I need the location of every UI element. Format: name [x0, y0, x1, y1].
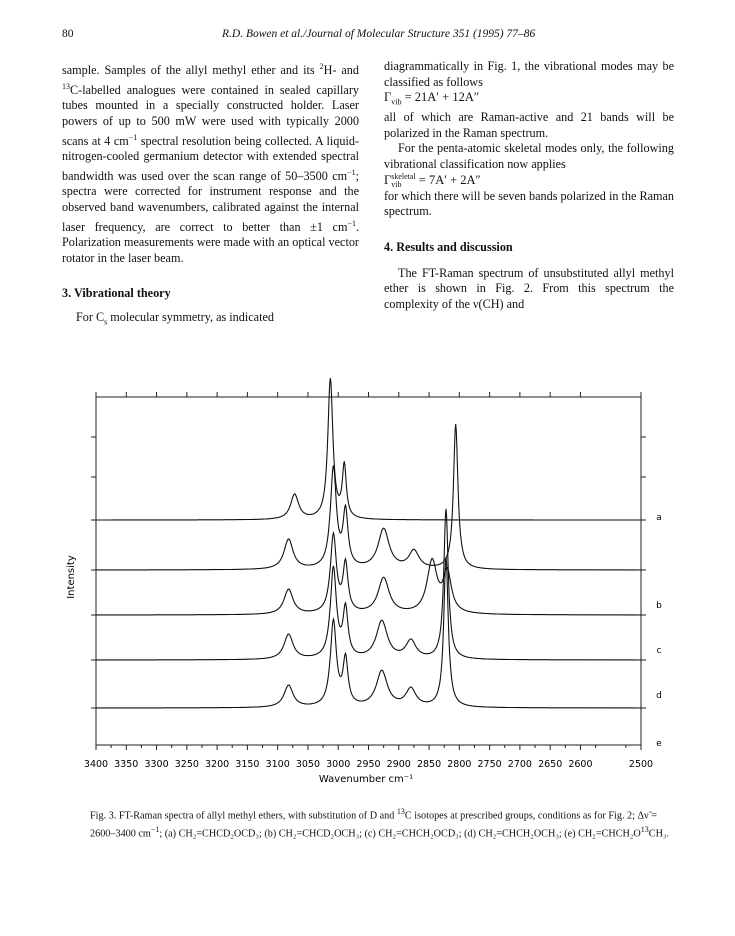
superscript: −1 — [150, 824, 160, 834]
results-paragraph: The FT-Raman spectrum of unsubstituted allyl methyl ether is shown in Fig. 2. From this spectrum the complexity of the ν(CH) and — [384, 265, 674, 311]
text-span: ; spectra were corrected for instrument response and the observed band wavenumbers, calibrated against the internal laser frequency, are correct to better than ±1 cm — [62, 168, 359, 234]
text-span: molecular symmetry, as indicated — [107, 310, 274, 325]
x-tick-label: 3200 — [205, 759, 230, 770]
superscript: −1 — [347, 167, 356, 177]
raman-active-paragraph: all of which are Raman-active and 21 bands will be polarized in the Raman spectrum. — [384, 110, 674, 140]
x-tick-label: 2850 — [416, 759, 442, 770]
x-tick-labels — [84, 759, 653, 770]
trace-label-a: a — [656, 513, 662, 523]
x-tick-label: 2950 — [356, 759, 381, 770]
page-number: 80 — [62, 28, 74, 40]
x-tick-label: 3250 — [174, 759, 199, 770]
running-title: R.D. Bowen et al./Journal of Molecular Structure 351 (1995) 77–86 — [222, 28, 536, 40]
spectrum-trace-c — [96, 533, 641, 615]
text-span: . Polarization measurements were made with an optical vector rotator in the laser beam. — [62, 219, 359, 265]
superscript: −1 — [128, 132, 138, 142]
x-tick-label: 2500 — [628, 759, 654, 770]
superscript: 13 — [62, 81, 70, 91]
skeletal-paragraph: For the penta-atomic skeletal modes only, the following vibrational classification now applies — [384, 141, 674, 172]
trace-label-e: e — [656, 739, 662, 749]
figure-caption — [90, 805, 670, 841]
spectrum-traces — [96, 378, 641, 708]
x-tick-label: 2750 — [477, 759, 502, 770]
superscript: −1 — [347, 218, 356, 228]
x-tick-label: 2600 — [568, 759, 593, 770]
seven-bands-paragraph: for which there will be seven bands polarized in the Raman spectrum. — [384, 188, 674, 219]
section-heading-3: 3. Vibrational theory — [62, 286, 171, 301]
x-tick-label: 2700 — [507, 759, 532, 770]
superscript: skeletal — [391, 171, 416, 181]
spectrum-trace-b — [96, 424, 641, 570]
text-span: For C — [76, 310, 105, 325]
superscript: 13 — [640, 824, 649, 834]
equation-rhs: = 7A′ + 2A″ — [415, 172, 481, 187]
equation-symbol: Γ — [384, 90, 392, 105]
x-tick-label: 3300 — [144, 759, 169, 770]
text-span: ; (a) CH₂=CHCD₂OCD₃; (b) CH₂=CHCD₂OCH₃; (c) CH₂=CHCH₂OCD₃; (d) CH₂=CHCH₂OCH₃; (e) CH₂=CHCH₂O — [159, 828, 641, 840]
x-tick-label: 3050 — [295, 759, 321, 770]
x-tick-label: 2650 — [538, 759, 563, 770]
x-tick-label: 3400 — [83, 759, 109, 770]
section-heading-4: 4. Results and discussion — [384, 239, 513, 254]
x-tick-label: 3000 — [326, 759, 351, 770]
text-span: C isotopes at prescribed groups, conditions as for Fig. 2; Δν̃ = 2600–3400 cm — [90, 810, 657, 840]
trace-label-b: b — [656, 601, 662, 611]
equation-symbol: Γ — [384, 172, 392, 187]
trace-label-c: c — [656, 646, 662, 656]
x-tick-label: 3100 — [265, 759, 290, 770]
text-span: sample. Samples of the allyl methyl ether and its — [62, 63, 320, 78]
subscript: vib — [391, 179, 402, 189]
text-span: CH₃. — [648, 828, 670, 840]
x-axis-label: Wavenumber cm⁻¹ — [318, 774, 414, 785]
x-tick-label: 3150 — [235, 759, 260, 770]
chart-frame — [96, 397, 641, 745]
x-tick-label: 2800 — [447, 759, 472, 770]
text-span: Fig. 3. FT-Raman spectra of allyl methyl ethers, with substitution of D and — [90, 810, 397, 822]
axis-ticks — [91, 392, 646, 750]
text-span: C-labelled analogues were contained in sealed capillary tubes mounted in a specially constructed holder. Laser powers of up to 500 mW were used with typically 2000 scans at 4 cm — [62, 82, 359, 148]
subscript: vib — [391, 97, 402, 107]
text-span: spectral resolution being collected. A liquid-nitrogen-cooled germanium detector with extended spectral bandwidth was used over the scan range of 50–3500 cm — [62, 133, 359, 183]
spectrum-trace-e — [96, 557, 641, 708]
trace-label-d: d — [656, 691, 662, 701]
plot-border — [96, 397, 641, 745]
text-span: H- and — [323, 63, 359, 78]
y-axis-label: Intensity — [66, 555, 77, 599]
x-tick-label: 2900 — [386, 759, 411, 770]
equation-rhs: = 21A′ + 12A″ — [401, 90, 480, 105]
superscript: 2 — [319, 62, 324, 71]
x-tick-label: 3350 — [114, 759, 139, 770]
spectrum-trace-a — [96, 378, 641, 520]
spectrum-trace-d — [96, 509, 641, 660]
superscript: 13 — [396, 807, 405, 816]
trace-labels — [656, 513, 662, 749]
classification-paragraph: diagrammatically in Fig. 1, the vibrational modes may be classified as follows — [384, 59, 674, 89]
subscript: s — [104, 317, 108, 327]
